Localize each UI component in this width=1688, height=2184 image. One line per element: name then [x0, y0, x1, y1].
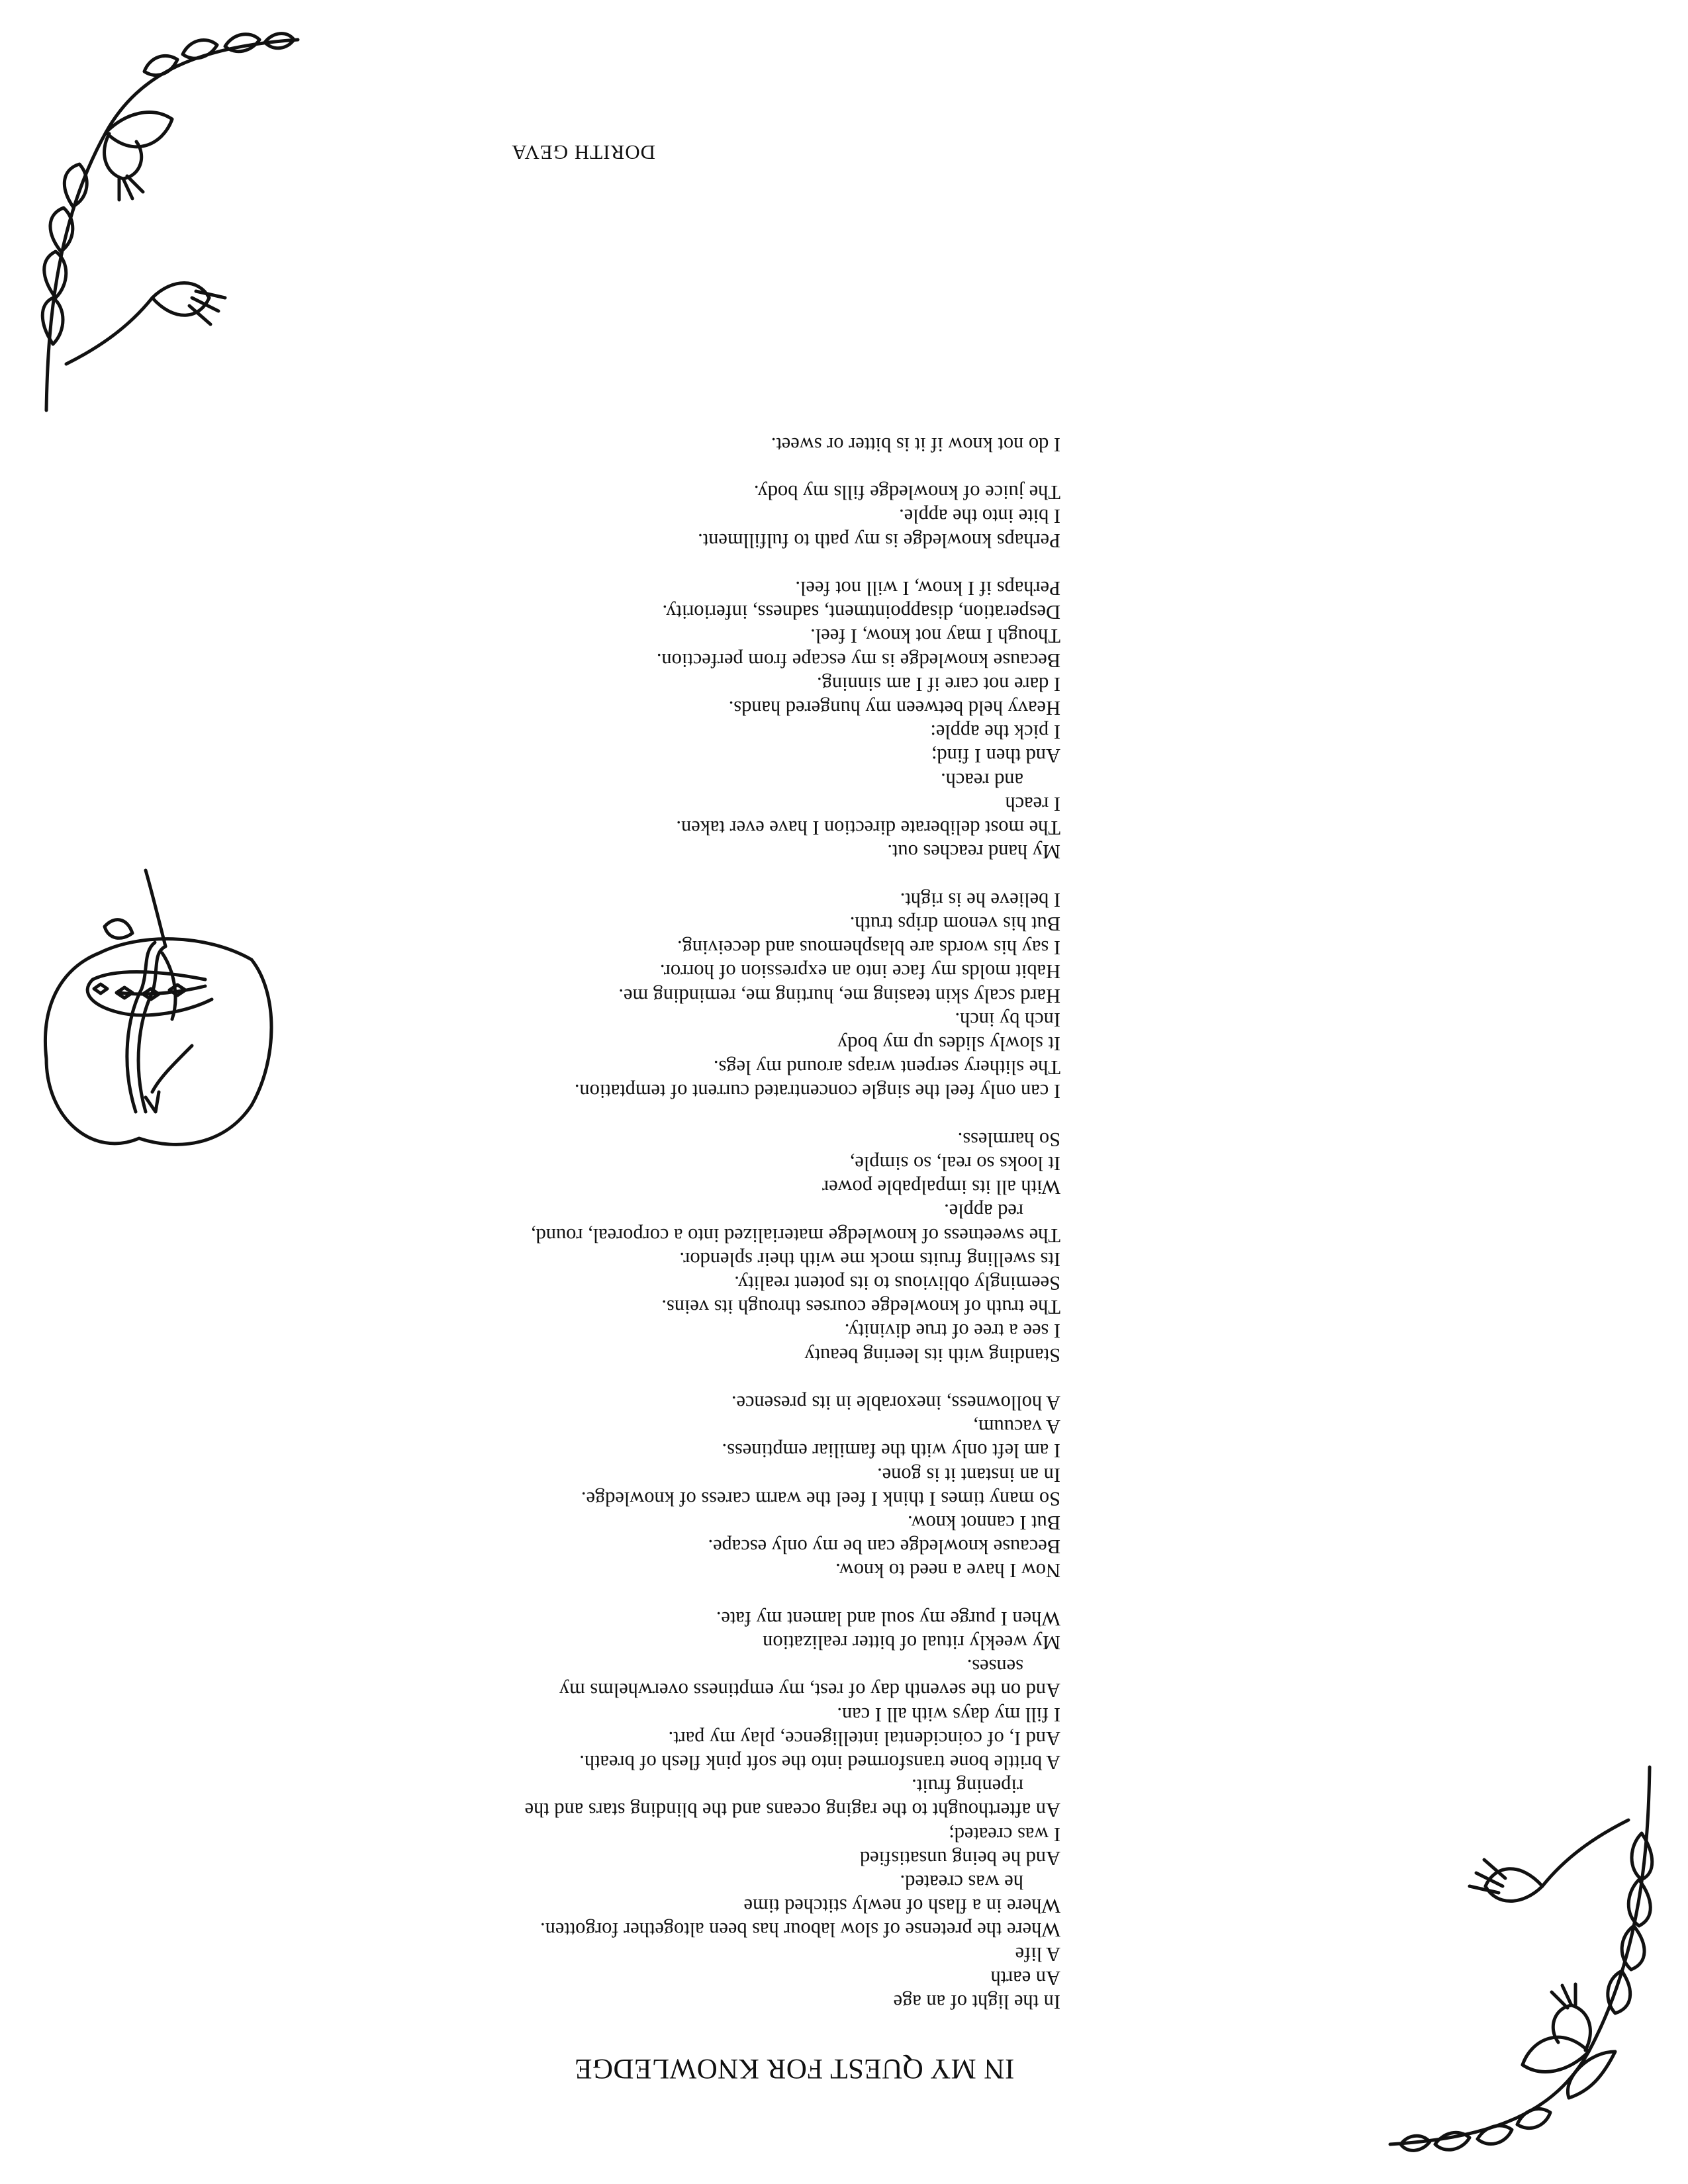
poem-stanza	[167, 1391, 1060, 1583]
poem-line: But I cannot know.	[908, 1511, 1060, 1534]
poem-line: The slithery serpent wraps around my legs.	[713, 1056, 1060, 1079]
poem-line: In an instant it is gone.	[877, 1463, 1060, 1486]
poem-line: The most deliberate direction I have ever taken.	[676, 817, 1060, 840]
poem-line: It looks so real, so simple,	[849, 1152, 1060, 1175]
poem-line: And I, of coincidental intelligence, play my part.	[668, 1727, 1060, 1750]
poem-line: I bite into the apple.	[899, 505, 1060, 528]
poem-title: IN MY QUEST FOR KNOWLEDGE	[574, 2053, 1015, 2084]
poem-line: Heavy held between my hungered hands.	[728, 697, 1060, 720]
poem-line: Seemingly oblivious to its potent reality.	[734, 1271, 1060, 1295]
poem-line: But his venom drips truth.	[849, 912, 1060, 935]
poem-line: I believe he is right.	[900, 888, 1060, 911]
poem-line: And on the seventh day of rest, my emptiness overwhelms my	[559, 1679, 1060, 1702]
poem-line: So many times I think I feel the warm caress of knowledge.	[581, 1487, 1060, 1510]
poem-stanza	[167, 1128, 1060, 1367]
poem-line: It slowly slides up my body	[837, 1032, 1060, 1055]
poem-line: And then I find;	[931, 745, 1060, 768]
poem-line: I see a tree of true divinity.	[844, 1320, 1060, 1343]
poem-line: Standing with its leering beauty	[804, 1343, 1060, 1367]
poem-line: I say his words are blasphemous and deceiving.	[677, 936, 1060, 960]
poem-line: I reach	[1005, 792, 1060, 815]
poem-line: So harmless.	[957, 1128, 1060, 1151]
flower-vine-icon	[26, 20, 311, 424]
poem-line: Hard scaly skin teasing me, hurting me, reminding me.	[618, 984, 1060, 1007]
poem-line: ripening fruit.	[912, 1775, 1023, 1798]
poem-line: I am left only with the familiar emptiness.	[722, 1439, 1060, 1463]
poem-line: Its swelling fruits mock me with their splendor.	[679, 1248, 1060, 1271]
flower-vine-icon	[1377, 1754, 1668, 2164]
poem-line: The sweetness of knowledge materialized into a corporeal, round,	[531, 1224, 1060, 1247]
poem-line: he was created.	[900, 1870, 1023, 1893]
poem-line: I fill my days with all I can.	[837, 1703, 1060, 1726]
poem-line: My hand reaches out.	[887, 841, 1060, 864]
poem-body	[167, 409, 1060, 2015]
poem-line: The juice of knowledge fills my body.	[753, 481, 1060, 504]
poem-line: Because knowledge is my escape from perfection.	[656, 649, 1060, 672]
poem-line: A hollowness, inexorable in its presence.	[731, 1391, 1060, 1414]
poem-line: Because knowledge can be my only escape.	[708, 1535, 1060, 1559]
poem-line: I dare not care if I am sinning.	[817, 672, 1060, 696]
poem-line: I pick the apple:	[930, 721, 1060, 744]
poem-line: Perhaps knowledge is my path to fulfillment.	[698, 529, 1060, 552]
poem-line: red apple.	[944, 1200, 1023, 1223]
poem-line: With all its impalpable power	[822, 1176, 1060, 1199]
poem-line: A vacuum,	[973, 1416, 1060, 1439]
poem-stanza	[167, 888, 1060, 1104]
poem-author: DORITH GEVA	[511, 141, 655, 164]
poem-line: My weekly ritual of bitter realization	[763, 1631, 1060, 1654]
poem-line: Where the pretense of slow labour has been altogether forgotten.	[540, 1919, 1060, 1942]
poem-line: Where in a flash of newly stitched time	[743, 1895, 1060, 1918]
poem-line: senses.	[966, 1655, 1023, 1678]
poem-line: Now I have a need to know.	[835, 1559, 1060, 1582]
poem-line: Though I may not know, I feel.	[810, 625, 1060, 648]
poem-line: An earth	[990, 1966, 1060, 1989]
poem-line: Desperation, disappointment, sadness, inferiority.	[662, 601, 1060, 624]
poem-stanza	[167, 1607, 1060, 2014]
poem-line: A life	[1015, 1942, 1060, 1966]
poem-line: And he being unsatisfied	[859, 1846, 1060, 1870]
poem-line: Habit molds my face into an expression of horror.	[659, 960, 1060, 983]
poem-line: The truth of knowledge courses through its veins.	[661, 1296, 1060, 1319]
poem-line: I was created;	[949, 1823, 1060, 1846]
poem-line: In the light of an age	[893, 1991, 1060, 2013]
poem-line: I do not know if it is bitter or sweet.	[771, 433, 1060, 456]
poem-line: Inch by inch.	[955, 1008, 1060, 1031]
poem-line: I can only feel the single concentrated current of temptation.	[574, 1080, 1060, 1103]
poem-stanza	[167, 433, 1060, 457]
poem-line: A brittle bone transformed into the soft pink flesh of breath.	[579, 1751, 1060, 1774]
poem-line: When I purge my soul and lament my fate.	[716, 1607, 1060, 1630]
poem-line: and reach.	[941, 768, 1023, 792]
poem-stanza	[167, 480, 1060, 553]
poem-line: Perhaps if I know, I will not feel.	[795, 577, 1060, 600]
poem-stanza	[167, 576, 1060, 864]
tree-serpent-icon	[33, 867, 291, 1211]
poem-line: An afterthought to the raging oceans and the blinding stars and the	[524, 1799, 1060, 1822]
